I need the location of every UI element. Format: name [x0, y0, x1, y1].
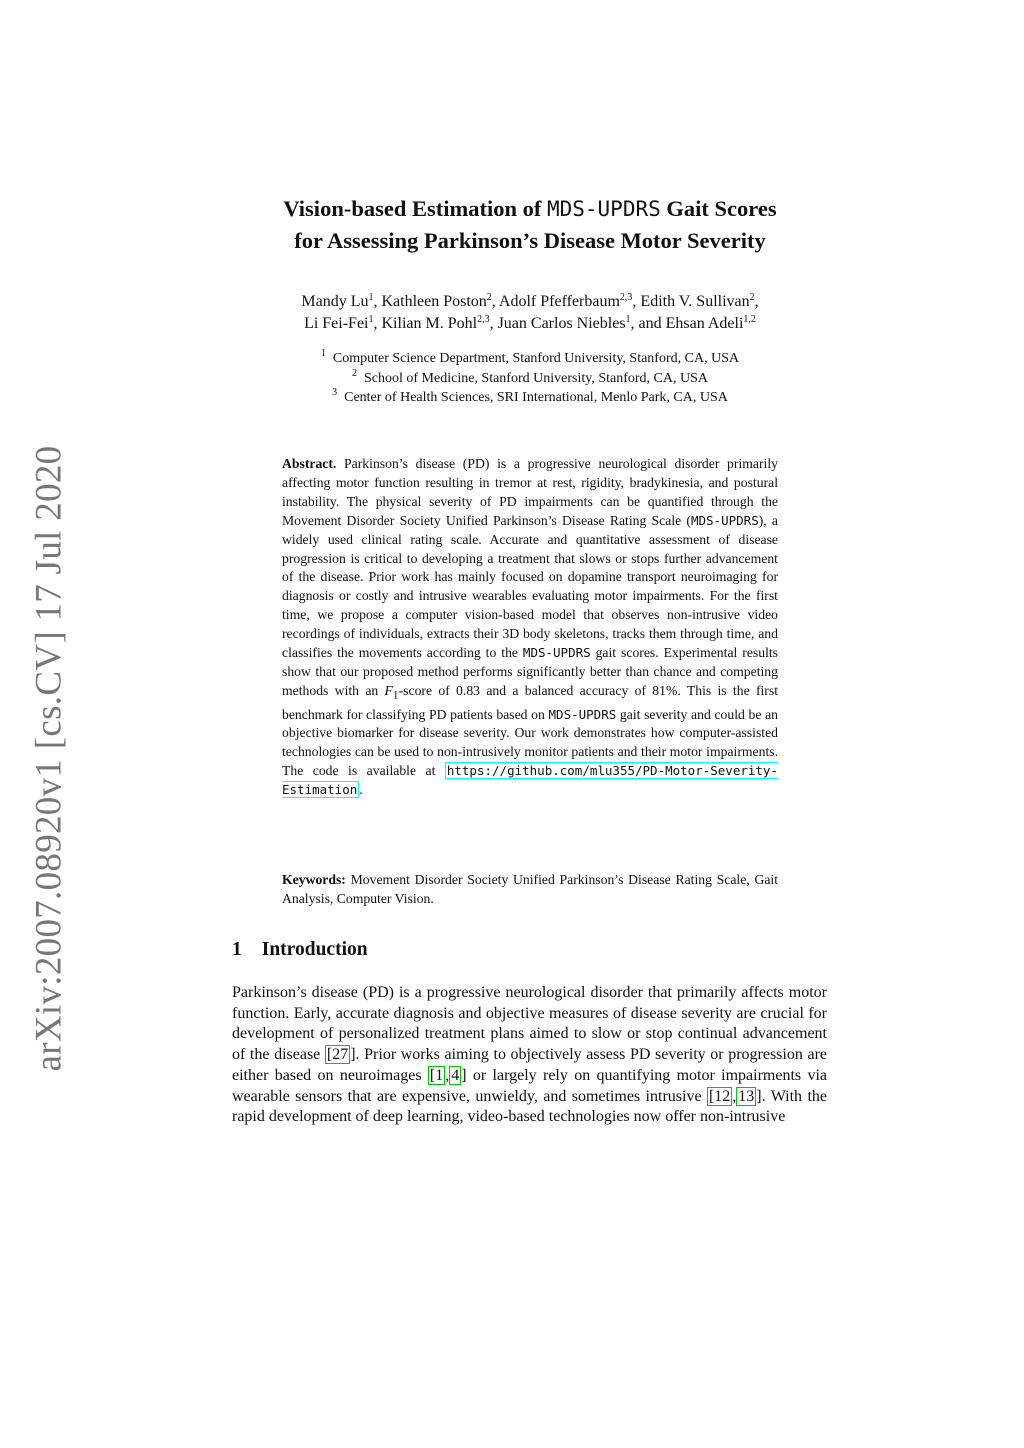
arxiv-stamp	[28, 445, 70, 1071]
affiliation-item	[140, 349, 920, 369]
citation-link[interactable]	[707, 1087, 732, 1106]
code-link[interactable]: https://github.com/mlu355/PD-Motor-Severity-Estimation	[282, 763, 778, 798]
citation-link[interactable]	[428, 1066, 445, 1085]
abstract-label: Abstract.	[282, 456, 337, 471]
keywords-label: Keywords:	[282, 872, 346, 887]
author-name: Edith V. Sullivan	[640, 293, 750, 310]
intro-text: Parkinson’s disease (PD) is a progressive neurological disorder that primarily affects motor function. Early, accurate diagnosis and objective measures of disease severity are crucial for development of personalized treatment plans aimed to slow or stop continual advancement of the disease	[232, 984, 827, 1064]
author-name: Mandy Lu	[301, 293, 369, 310]
affiliation-text: Center of Health Sciences, SRI International, Menlo Park, CA, USA	[344, 390, 728, 405]
authors-and: and	[638, 315, 662, 332]
citation-link[interactable]	[449, 1066, 461, 1085]
cite-bracket: ]	[350, 1046, 356, 1064]
title-line-2: for Assessing Parkinson’s Disease Motor Severity	[294, 228, 766, 253]
cite-comma: ,	[445, 1066, 450, 1084]
cite-number: 1	[435, 1066, 444, 1084]
f-score-symbol: F	[384, 682, 393, 698]
section-number: 1	[232, 939, 242, 960]
section-heading	[232, 939, 368, 961]
abstract	[282, 455, 778, 800]
cite-number: 27	[332, 1046, 349, 1064]
abstract-mono: MDS-UPDRS	[548, 706, 617, 722]
affiliation-number: 3	[332, 387, 338, 398]
author-line-1: Mandy Lu$^1$, Kathleen Poston$^2$, Adolf Pfefferbaum$^{2,3}$, Edith V. Sullivan$^2$,	[301, 292, 759, 310]
paper-title	[140, 193, 920, 256]
abstract-text: -score of 0.83 and a balanced accuracy of 81%. This is the first benchmark for classifying PD patients based on	[282, 682, 778, 722]
abstract-mono: MDS-UPDRS	[522, 645, 591, 661]
affiliation-text: Computer Science Department, Stanford University, Stanford, CA, USA	[332, 351, 740, 366]
citation-link[interactable]	[736, 1087, 756, 1106]
section-title: Introduction	[261, 939, 368, 960]
abstract-text: Parkinson’s disease (PD) is a progressive neurological disorder primarily affecting motor function resulting in tremor at rest, rigidity, bradykinesia, and postural instability. The physical severity of PD impairments can be quantified through the Movement Disorder Society Unified Parkinson’s Disease Rating Scale (	[282, 456, 778, 528]
intro-text: or largely rely on quantifying motor impairments via wearable sensors that are expensive, unwieldy, and sometimes intrusive	[232, 1066, 827, 1105]
author-list	[140, 291, 920, 335]
author-affiliation: 1	[368, 292, 374, 303]
cite-number: 12	[714, 1087, 731, 1105]
author-affiliation: 1,2	[743, 314, 756, 325]
cite-number: 4	[451, 1066, 460, 1084]
cite-comma: ,	[732, 1087, 737, 1105]
affiliation-text: School of Medicine, Stanford University, Stanford, CA, USA	[364, 370, 708, 386]
author-affiliation: 1	[625, 314, 631, 325]
keywords	[282, 870, 778, 908]
affiliation-list	[140, 349, 920, 408]
cite-bracket: [	[429, 1066, 436, 1084]
citation-link[interactable]	[325, 1045, 350, 1064]
author-affiliation: 2	[486, 292, 492, 303]
title-text-b: Gait Scores	[660, 196, 777, 221]
cite-bracket: [	[708, 1087, 715, 1105]
affiliation-item	[140, 369, 920, 389]
abstract-end: .	[359, 782, 363, 798]
affiliation-number: 2	[352, 367, 357, 379]
author-name: Li Fei-Fei	[304, 315, 369, 332]
author-affiliation: 2,3	[477, 314, 490, 325]
intro-text: . With the rapid development of deep learning, video-based technologies now offer non-intrusive	[232, 1087, 827, 1126]
title-line-1	[140, 193, 920, 225]
author-affiliation: 2,3	[619, 292, 633, 303]
title-mono: MDS-UPDRS	[546, 197, 661, 221]
abstract-text: ), a widely used clinical rating scale. Accurate and quantitative assessment of disease progression is critical to developing a treatment that slows or stops further advancement of the disease. Prior work has mainly focused on dopamine transport neuroimaging for diagnosis or costly and intrusive wearables evaluating motor impairments. For the first time, we propose a computer vision-based model that observes non-intrusive video recordings of individuals, extracts their 3D body skeletons, tracks them through time, and classifies the movements according to the	[282, 512, 778, 661]
author-name: Adolf Pfefferbaum	[498, 293, 620, 310]
author-line-2: Li Fei-Fei$^1$, Kilian M. Pohl$^{2,3}$, Juan Carlos Niebles$^1$, and Ehsan Adeli$^{1,2}$	[304, 314, 756, 332]
intro-text: . Prior works aiming to objectively assess PD severity or progression are either based on neuroimages	[232, 1046, 827, 1084]
author-name: Kathleen Poston	[381, 293, 487, 310]
cite-bracket: ]	[461, 1066, 467, 1084]
cite-bracket: ]	[756, 1087, 762, 1105]
abstract-mono: MDS-UPDRS	[690, 512, 759, 528]
author-affiliation: 2	[749, 292, 755, 303]
affiliation-number: 1	[320, 348, 326, 359]
f-score-subscript: 1	[392, 689, 399, 702]
author-name: Ehsan Adeli	[665, 315, 744, 332]
author-affiliation: 1	[368, 314, 374, 325]
arxiv-stamp-text: arXiv:2007.08920v1 [cs.CV] 17 Jul 2020	[28, 445, 70, 1071]
cite-number: 13	[738, 1087, 755, 1105]
abstract-text: gait severity and could be an objective biomarker for disease severity. Our work demonstrates how computer-assisted technologies can be used to non-intrusively monitor patients and their motor impairments. The code is available at	[282, 706, 778, 779]
intro-paragraph	[232, 983, 827, 1128]
cite-bracket: [	[326, 1046, 333, 1064]
title-text-a: Vision-based Estimation of	[283, 196, 547, 221]
keywords-text: Movement Disorder Society Unified Parkinson’s Disease Rating Scale, Gait Analysis, Computer Vision.	[282, 872, 779, 906]
author-name: Juan Carlos Niebles	[497, 315, 626, 332]
abstract-text: gait scores. Experimental results show that our proposed method performs significantly better than chance and competing methods with an	[282, 645, 778, 698]
author-name: Kilian M. Pohl	[381, 315, 478, 332]
affiliation-item	[140, 388, 920, 408]
